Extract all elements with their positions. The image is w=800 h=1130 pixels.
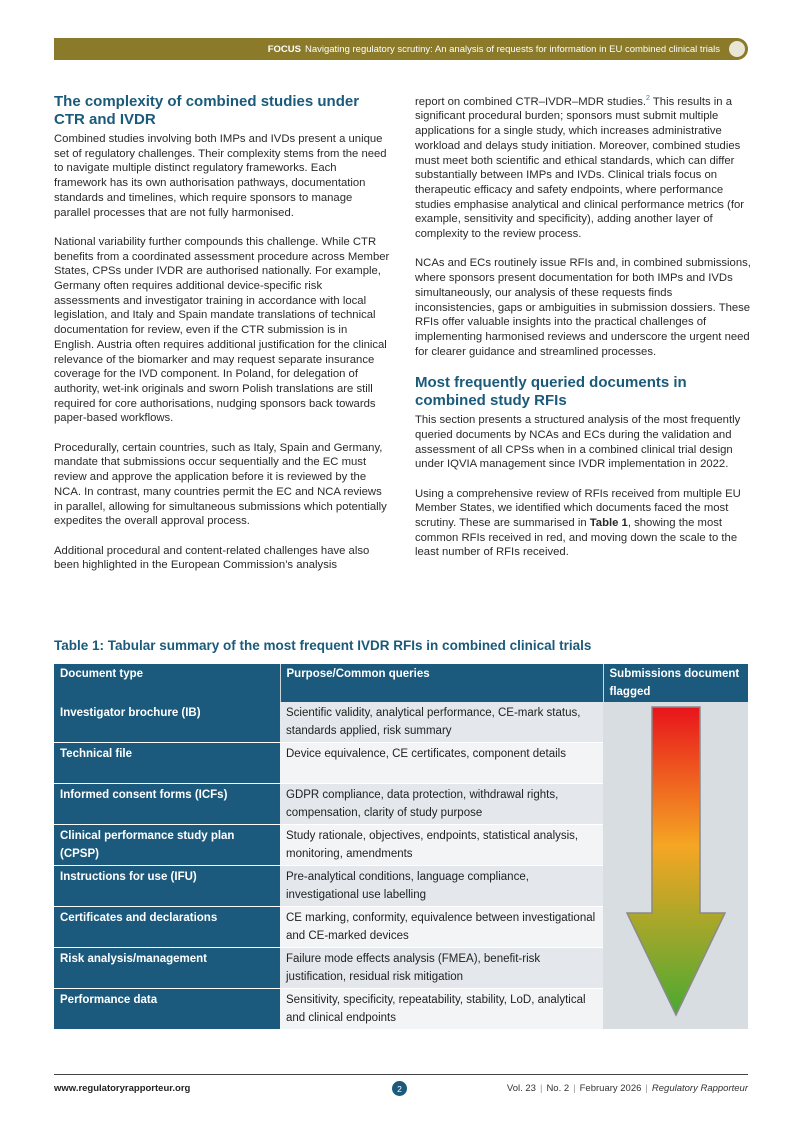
page-number: 2 [392,1081,407,1096]
purpose-cell: GDPR compliance, data protection, withdrawal rights, compensation, clarity of study purpose [280,783,603,824]
column-header-submissions-flagged: Submissions document flagged [603,664,748,702]
document-type-cell: Performance data [54,988,280,1029]
footer-website-link[interactable]: www.regulatoryrapporteur.org [54,1083,191,1094]
purpose-cell: Device equivalence, CE certificates, component details [280,743,603,784]
footer-publication-name: Regulatory Rapporteur [651,1083,748,1094]
right-column [415,92,751,575]
document-type-cell: Clinical performance study plan (CPSP) [54,824,280,865]
document-type-cell: Informed consent forms (ICFs) [54,783,280,824]
paragraph: NCAs and ECs routinely issue RFIs and, in combined submissions, where sponsors present documentation for both IMPs and IVDs simultaneously, our analysis of these requests finds inconsistencies, gaps or ambiguities in submission dossiers. These RFIs offer valuable insights into the practical challenges of implementing harmonised reviews and underscore the urgent need for clearer guidance and streamlined processes. [415,257,751,358]
section-heading-complexity: The complexity of combined studies under CTR and IVDR [54,93,360,128]
paragraph-text: , showing the most common RFIs received in red, and moving down the scale to the least number of RFIs received. [415,517,738,559]
footnote-link[interactable]: 2 [646,95,650,102]
paragraph: Procedurally, certain countries, such as Italy, Spain and Germany, mandate that submissions occur sequentially and the EC must review and approve the application before it is reviewed by the NCA. In contrast, many countries permit the EC and NCA reviews in parallel, allowing for simultaneous submissions which potentially expedites the overall approval process. [54,441,387,528]
paragraph: National variability further compounds this challenge. While CTR benefits from a coordinated assessment procedure across Member States, CPSs under IVDR are authorised nationally. For example, Germany often requires additional device-specific risk assessments and investigator training in accordance with local legislation, and Italy and Spain mandate translations of technical documentation for review, even if the CTR submission is in English. Austria often requires additional justification for the clinical relevance of the biomarker and may request separate insurance coverage for the IVD component. In Poland, for delegation of authority, wet-ink originals and sworn Polish translations are still required for core authorisations, nudging sponsors back towards paper-based workflows. [54,235,390,425]
paragraph-text: Using a comprehensive review of RFIs received from multiple EU Member States, we identified which documents faced the most scrutiny. These are summarised in [415,487,741,529]
paragraph [415,92,751,242]
footer-volume: Vol. 23 [506,1083,536,1094]
footer-divider [54,1074,748,1075]
header-bar [54,38,748,60]
paragraph-text: report on combined CTR–IVDR–MDR studies. [415,95,647,108]
purpose-cell: CE marking, conformity, equivalence between investigational and CE-marked devices [280,906,603,947]
document-type-cell: Risk analysis/management [54,947,280,988]
document-type-cell: Technical file [54,743,280,784]
paragraph [415,487,751,561]
purpose-cell: Failure mode effects analysis (FMEA), benefit-risk justification, residual risk mitigation [280,947,603,988]
table-reference: Table 1 [589,517,628,529]
header-focus-label: FOCUS [267,43,301,55]
paragraph: Additional procedural and content-related challenges have also been highlighted in the European Commission’s analysis [54,544,370,572]
purpose-cell: Scientific validity, analytical performance, CE-mark status, standards applied, risk summary [280,702,603,743]
severity-gradient-arrow-icon [625,705,727,1017]
footer-issue: No. 2 [546,1083,570,1094]
document-type-cell: Instructions for use (IFU) [54,865,280,906]
purpose-cell: Sensitivity, specificity, repeatability, stability, LoD, analytical and clinical endpoints [280,988,603,1029]
table-header-row [54,664,748,702]
paragraph: Combined studies involving both IMPs and IVDs present a unique set of regulatory challenges. Their complexity stems from the need to navigate multiple distinct regulatory frameworks. Each framework has its own authorisation pathways, documentation standards and timelines, which require sponsors to manage parallel processes that are not fully harmonised. [54,133,387,219]
rfi-table [54,664,748,1030]
purpose-cell: Pre-analytical conditions, language compliance, investigational use labelling [280,865,603,906]
left-column [54,92,390,588]
section-heading-queried-documents: Most frequently queried documents in combined study RFIs [415,374,687,409]
table-title: Table 1: Tabular summary of the most frequent IVDR RFIs in combined clinical trials [54,638,592,653]
header-dot-icon [729,41,745,57]
document-type-cell: Investigator brochure (IB) [54,702,280,743]
footer-publication-info: Vol. 23 | No. 2 | February 2026 | Regulatory Rapporteur [506,1083,748,1094]
column-header-purpose: Purpose/Common queries [280,664,603,702]
column-header-document-type: Document type [54,664,280,702]
paragraph: This section presents a structured analysis of the most frequently queried documents by NCAs and ECs during the validation and assessment of all CPSs when in a combined clinical trial design under IQVIA management since IVDR implementation in 2022. [415,414,741,471]
document-type-cell: Certificates and declarations [54,906,280,947]
header-title: Navigating regulatory scrutiny: An analysis of requests for information in EU combined clinical trials [304,43,720,55]
table-row [54,702,748,743]
paragraph-text: This results in a significant procedural burden; sponsors must submit multiple applications for a single study, which increases administrative workload and delays study initiation. Moreover, combined studies must meet both scientific and ethical standards, which can differ substantially between IMPs and IVDs. Clinical trials focus on therapeutic efficacy and safety endpoints, where performance studies emphasise analytical and clinical performance metrics (for example, sensitivity and specificity), adding another layer of complexity to the review process. [415,95,745,241]
severity-arrow-cell [603,702,748,1029]
footer-date: February 2026 [579,1083,642,1094]
purpose-cell: Study rationale, objectives, endpoints, statistical analysis, monitoring, amendments [280,824,603,865]
